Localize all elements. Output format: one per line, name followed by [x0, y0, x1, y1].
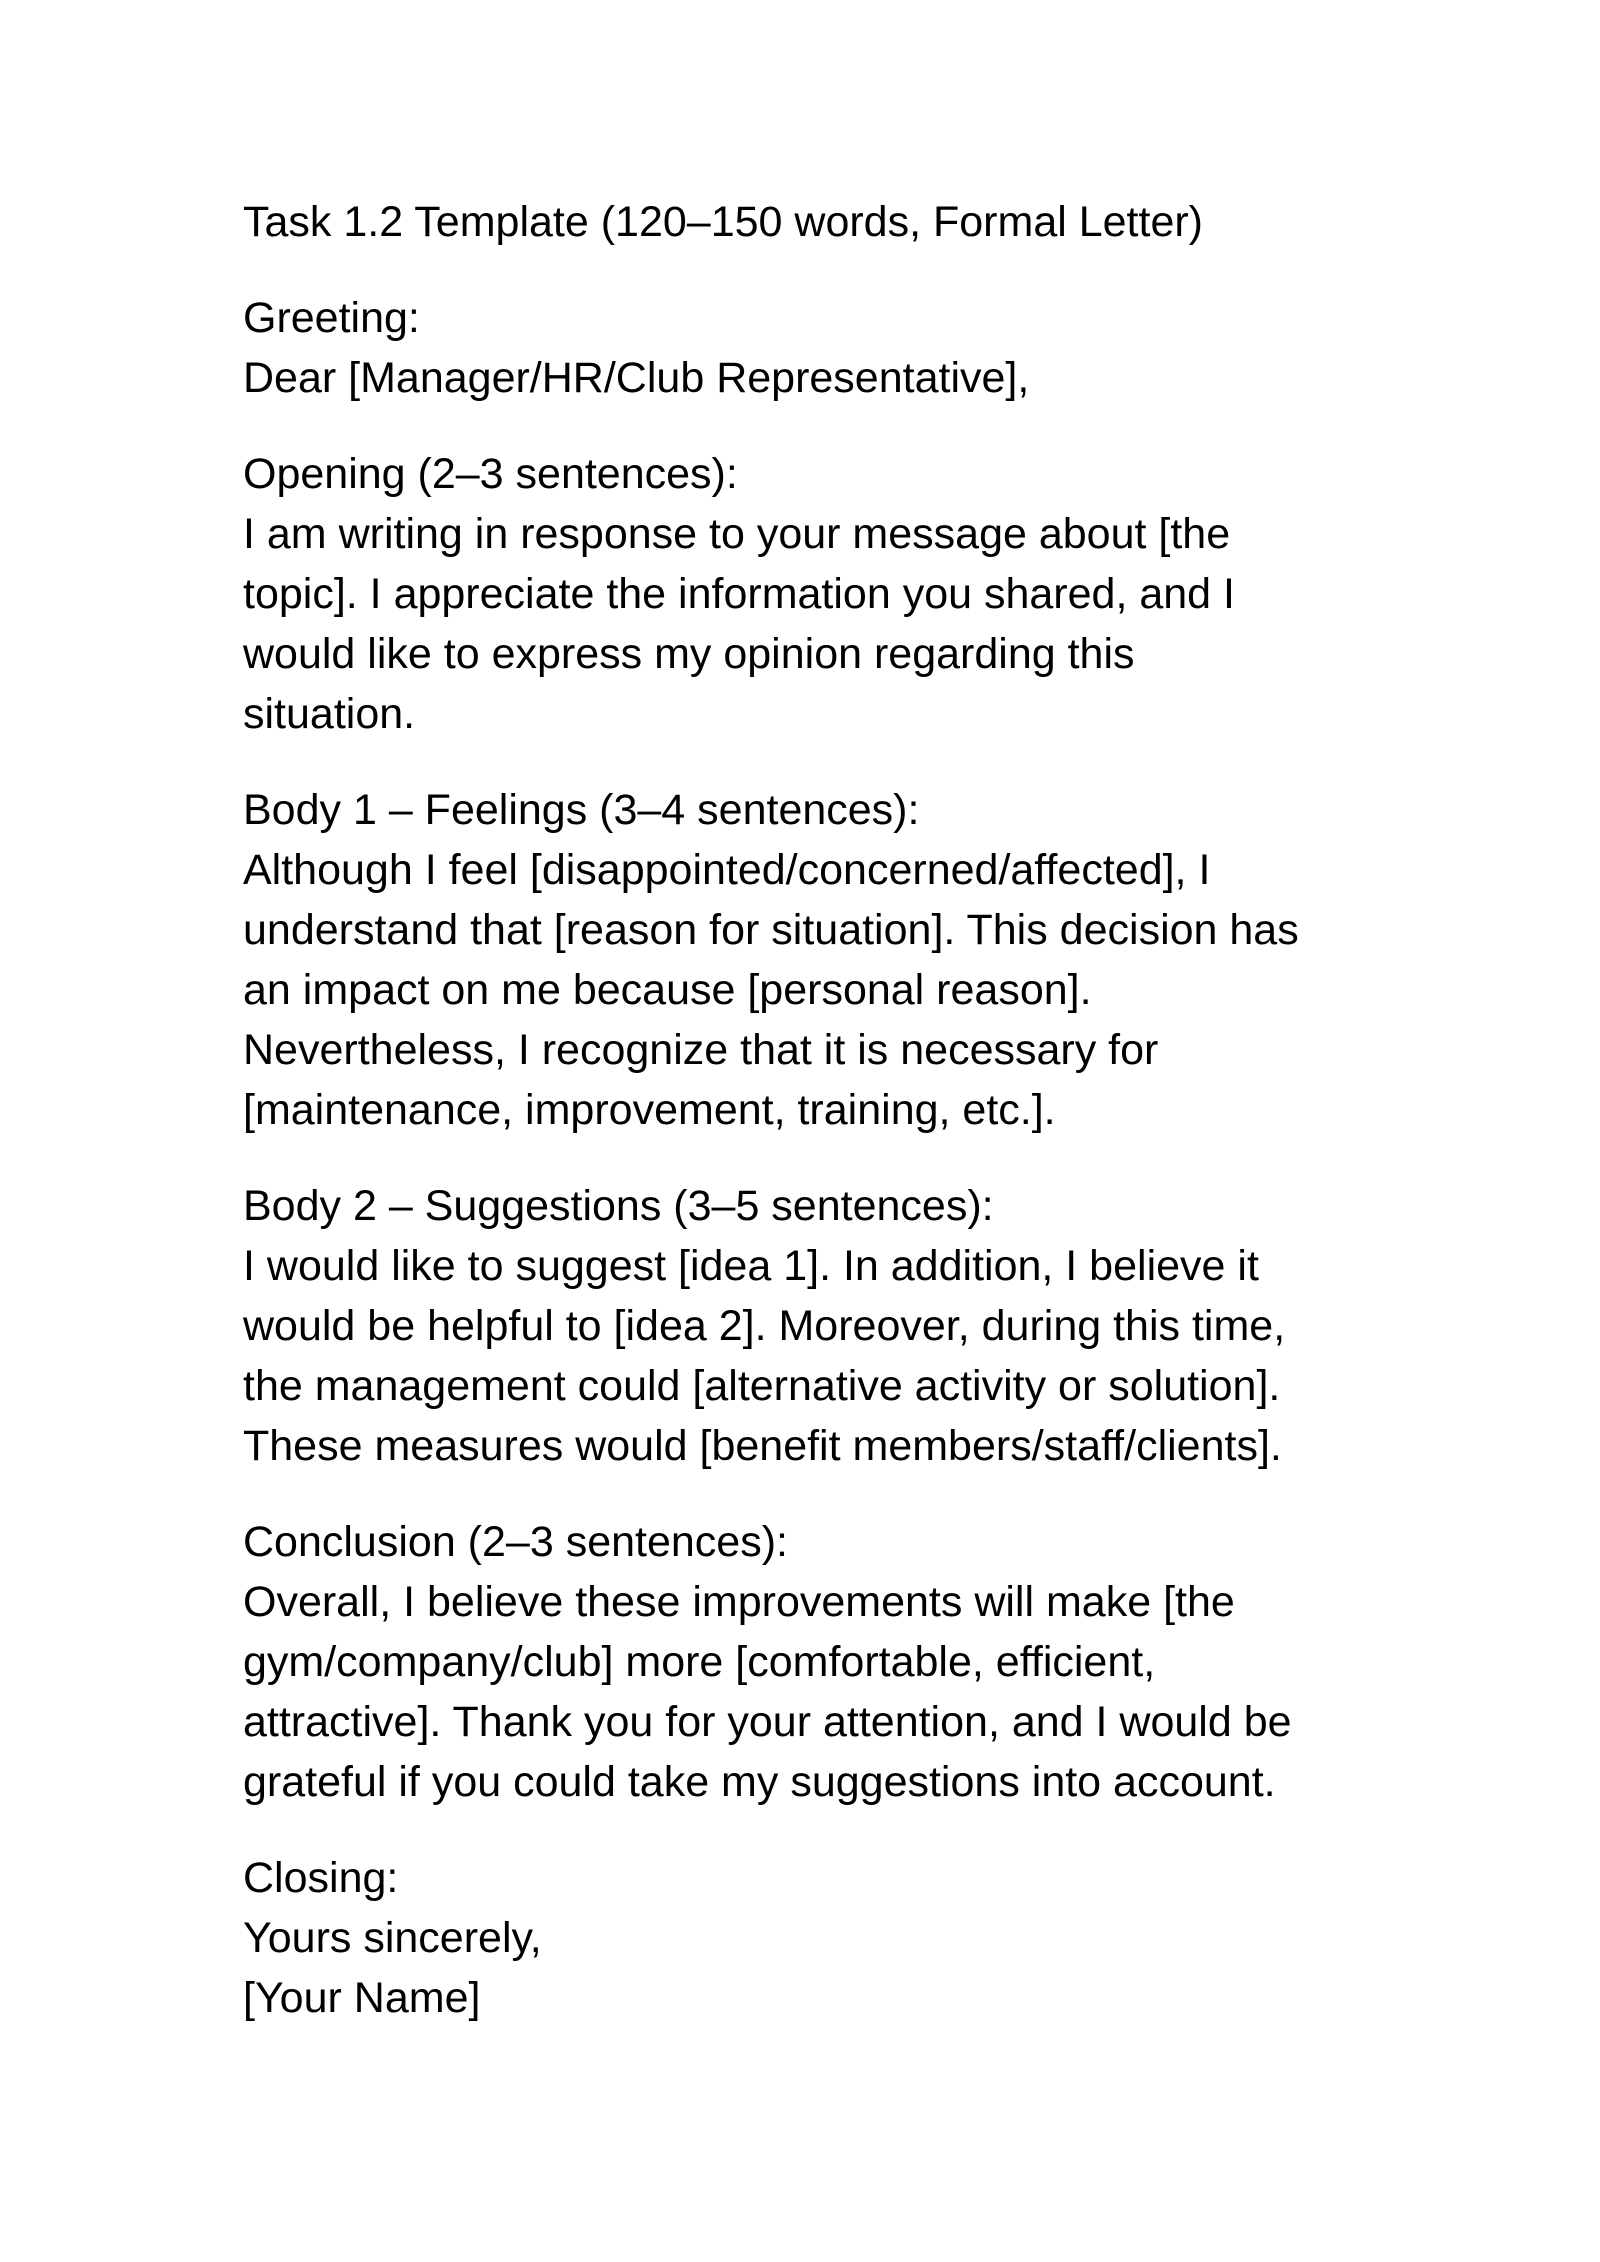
section-opening [243, 444, 1403, 744]
section-line: attractive]. Thank you for your attention, and I would be [243, 1698, 1292, 1746]
section-line: topic]. I appreciate the information you shared, and I [243, 570, 1235, 618]
section-line: would be helpful to [idea 2]. Moreover, during this time, [243, 1302, 1286, 1350]
section-line: the management could [alternative activity or solution]. [243, 1362, 1281, 1410]
section-line: gym/company/club] more [comfortable, efficient, [243, 1638, 1156, 1686]
section-line: an impact on me because [personal reason]. [243, 966, 1092, 1014]
section-line: I would like to suggest [idea 1]. In addition, I believe it [243, 1242, 1259, 1290]
section-line: grateful if you could take my suggestions into account. [243, 1758, 1276, 1806]
section-line: Yours sincerely, [243, 1914, 542, 1962]
section-closing [243, 1848, 1403, 2028]
section-line: I am writing in response to your message about [the [243, 510, 1231, 558]
section-heading: Body 2 – Suggestions (3–5 sentences): [243, 1182, 994, 1230]
section-heading: Closing: [243, 1854, 399, 1902]
section-line: These measures would [benefit members/staff/clients]. [243, 1422, 1282, 1470]
section-body-2 [243, 1176, 1403, 1476]
section-heading: Body 1 – Feelings (3–4 sentences): [243, 786, 920, 834]
section-heading: Greeting: [243, 294, 420, 342]
section-line: would like to express my opinion regarding this [243, 630, 1135, 678]
section-heading: Conclusion (2–3 sentences): [243, 1518, 788, 1566]
section-line: understand that [reason for situation]. This decision has [243, 906, 1299, 954]
section-greeting [243, 288, 1403, 408]
section-line: Dear [Manager/HR/Club Representative], [243, 354, 1030, 402]
section-line: [maintenance, improvement, training, etc.]. [243, 1086, 1056, 1134]
section-line: situation. [243, 690, 416, 738]
section-line: Nevertheless, I recognize that it is necessary for [243, 1026, 1159, 1074]
section-conclusion [243, 1512, 1403, 1812]
signature-placeholder: [Your Name] [243, 1974, 481, 2022]
section-heading: Opening (2–3 sentences): [243, 450, 738, 498]
section-body-1 [243, 780, 1403, 1140]
section-line: Although I feel [disappointed/concerned/affected], I [243, 846, 1211, 894]
section-line: Overall, I believe these improvements will make [the [243, 1578, 1235, 1626]
document-page [243, 192, 1403, 2064]
document-title: Task 1.2 Template (120–150 words, Formal Letter) [243, 198, 1204, 246]
